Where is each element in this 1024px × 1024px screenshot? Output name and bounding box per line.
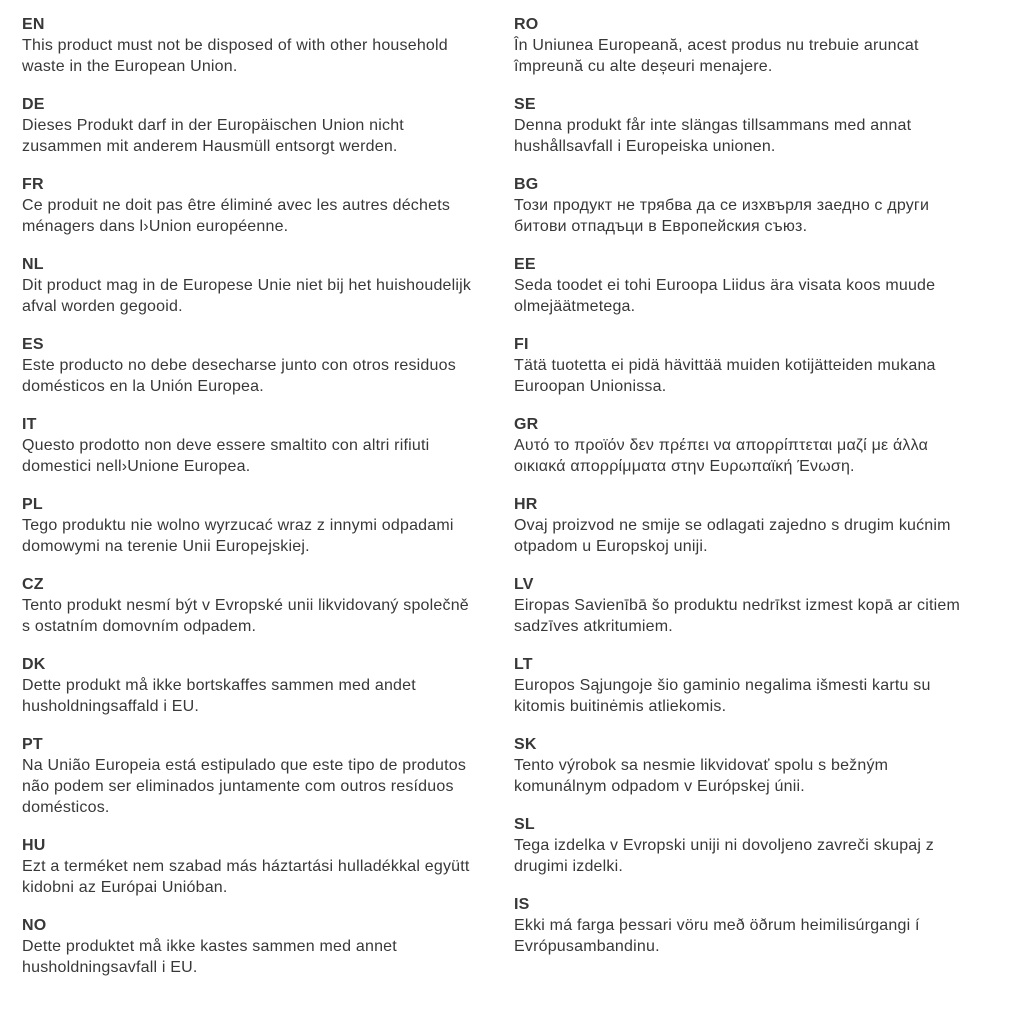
language-code-label: LT: [514, 656, 533, 673]
notice-line: Na União Europeia está estipulado que este tipo de produtos: [22, 757, 467, 774]
language-code-label: ES: [22, 336, 44, 353]
notice-line: kitomis buitinėmis atliekomis.: [514, 698, 727, 715]
language-code-label: PT: [22, 736, 43, 753]
notice-line: Ovaj proizvod ne smije se odlagati zajedno s drugim kućnim: [514, 517, 951, 534]
notice-line: ménagers dans l›Union européenne.: [22, 218, 289, 235]
notice-line: kidobni az Európai Unióban.: [22, 879, 228, 896]
language-notice-block: [514, 494, 1006, 557]
notice-line: În Uniunea Europeană, acest produs nu trebuie aruncat: [514, 37, 919, 54]
notice-line: битови отпадъци в Европейския съюз.: [514, 218, 808, 235]
notice-text: [514, 835, 1006, 877]
notice-text: [22, 35, 514, 77]
notice-line: otpadom u Europskoj uniji.: [514, 538, 708, 555]
notice-text: [22, 435, 514, 477]
notice-line: Evrópusambandinu.: [514, 938, 660, 955]
notice-line: husholdningsavfall i EU.: [22, 959, 198, 976]
notice-line: komunálnym odpadom v Európskej únii.: [514, 778, 805, 795]
language-code-label: SL: [514, 816, 535, 833]
notice-line: Dette produktet må ikke kastes sammen med annet: [22, 938, 397, 955]
notice-text: [514, 755, 1006, 797]
notice-text: [22, 355, 514, 397]
language-notice-block: [22, 174, 514, 237]
language-notice-block: [22, 574, 514, 637]
notice-line: hushållsavfall i Europeiska unionen.: [514, 138, 776, 155]
notice-line: împreună cu alte deșeuri menajere.: [514, 58, 773, 75]
notice-line: Europos Sąjungoje šio gaminio negalima išmesti kartu su: [514, 677, 931, 694]
language-code-label: HR: [514, 496, 538, 513]
language-code-label: RO: [514, 16, 539, 33]
notice-text: [514, 915, 1006, 957]
language-code-label: SK: [514, 736, 537, 753]
notice-text: [22, 195, 514, 237]
language-code-label: GR: [514, 416, 539, 433]
language-notice-block: [514, 334, 1006, 397]
notice-text: [22, 755, 514, 818]
notice-text: [22, 856, 514, 898]
language-notice-block: [514, 734, 1006, 797]
notice-text: [22, 595, 514, 637]
notice-text: [514, 595, 1006, 637]
language-code-label: FR: [22, 176, 44, 193]
language-notice-block: [22, 254, 514, 317]
language-notice-block: [514, 894, 1006, 957]
notice-line: olmejäätmetega.: [514, 298, 636, 315]
notice-line: Αυτό το προϊόν δεν πρέπει να απορρίπτεται μαζί με άλλα: [514, 437, 929, 454]
language-column-right: [514, 14, 1006, 1024]
notice-text: [514, 35, 1006, 77]
notice-text: [514, 115, 1006, 157]
notice-line: Seda toodet ei tohi Euroopa Liidus ära visata koos muude: [514, 277, 936, 294]
language-notice-block: [22, 835, 514, 898]
notice-line: Ezt a terméket nem szabad más háztartási hulladékkal együtt: [22, 858, 470, 875]
language-notice-block: [514, 14, 1006, 77]
notice-line: domésticos en la Unión Europea.: [22, 378, 264, 395]
language-code-label: FI: [514, 336, 529, 353]
notice-text: [514, 355, 1006, 397]
notice-line: Tego produktu nie wolno wyrzucać wraz z innymi odpadami: [22, 517, 454, 534]
language-notice-block: [22, 334, 514, 397]
language-code-label: LV: [514, 576, 534, 593]
language-code-label: PL: [22, 496, 43, 513]
language-code-label: SE: [514, 96, 536, 113]
language-code-label: CZ: [22, 576, 44, 593]
notice-line: domésticos.: [22, 799, 110, 816]
notice-line: drugimi izdelki.: [514, 858, 624, 875]
notice-line: Eiropas Savienībā šo produktu nedrīkst izmest kopā ar citiem: [514, 597, 960, 614]
notice-line: Dit product mag in de Europese Unie niet bij het huishoudelijk: [22, 277, 472, 294]
language-notice-block: [514, 414, 1006, 477]
notice-text: [514, 515, 1006, 557]
language-notice-block: [514, 254, 1006, 317]
language-code-label: NO: [22, 917, 47, 934]
notice-line: Този продукт не трябва да се изхвърля заедно с други: [514, 197, 930, 214]
notice-line: Tätä tuotetta ei pidä hävittää muiden kotijätteiden mukana: [514, 357, 936, 374]
language-notice-block: [22, 494, 514, 557]
notice-text: [22, 936, 514, 978]
notice-line: waste in the European Union.: [22, 58, 238, 75]
language-notice-block: [22, 734, 514, 818]
notice-line: domowymi na terenie Unii Europejskiej.: [22, 538, 310, 555]
language-notice-block: [514, 814, 1006, 877]
language-code-label: BG: [514, 176, 539, 193]
language-notice-block: [22, 414, 514, 477]
notice-line: Ce produit ne doit pas être éliminé avec les autres déchets: [22, 197, 451, 214]
language-code-label: EN: [22, 16, 45, 33]
language-code-label: IS: [514, 896, 530, 913]
language-notice-block: [514, 654, 1006, 717]
notice-line: não podem ser eliminados juntamente com outros resíduos: [22, 778, 454, 795]
notice-text: [22, 515, 514, 557]
notice-line: Dette produkt må ikke bortskaffes sammen med andet: [22, 677, 416, 694]
notice-line: afval worden gegooid.: [22, 298, 183, 315]
language-notice-block: [514, 94, 1006, 157]
notice-line: sadzīves atkritumiem.: [514, 618, 673, 635]
language-code-label: NL: [22, 256, 44, 273]
notice-line: Questo prodotto non deve essere smaltito con altri rifiuti: [22, 437, 430, 454]
notice-line: Tento produkt nesmí být v Evropské unii likvidovaný společně: [22, 597, 469, 614]
language-code-label: EE: [514, 256, 536, 273]
language-notice-block: [22, 915, 514, 978]
language-code-label: DE: [22, 96, 45, 113]
language-code-label: DK: [22, 656, 46, 673]
notice-text: [22, 275, 514, 317]
language-notice-block: [514, 574, 1006, 637]
notice-text: [514, 195, 1006, 237]
notice-line: zusammen mit anderem Hausmüll entsorgt werden.: [22, 138, 398, 155]
notice-line: Ekki má farga þessari vöru með öðrum heimilisúrgangi í: [514, 917, 920, 934]
notice-text: [514, 675, 1006, 717]
language-notice-block: [514, 174, 1006, 237]
notice-line: οικιακά απορρίμματα στην Ευρωπαϊκή Ένωση.: [514, 458, 855, 475]
notice-text: [514, 275, 1006, 317]
language-notice-block: [22, 14, 514, 77]
notice-text: [22, 115, 514, 157]
notice-text: [514, 435, 1006, 477]
notice-line: domestici nell›Unione Europea.: [22, 458, 251, 475]
notice-line: Denna produkt får inte slängas tillsammans med annat: [514, 117, 912, 134]
notice-line: Este producto no debe desecharse junto con otros residuos: [22, 357, 456, 374]
notice-text: [22, 675, 514, 717]
notice-line: Euroopan Unionissa.: [514, 378, 667, 395]
language-column-left: [22, 14, 514, 1024]
notice-line: s ostatním domovním odpadem.: [22, 618, 257, 635]
language-code-label: HU: [22, 837, 46, 854]
notice-line: This product must not be disposed of with other household: [22, 37, 448, 54]
notice-line: Dieses Produkt darf in der Europäischen Union nicht: [22, 117, 404, 134]
notice-line: Tento výrobok sa nesmie likvidovať spolu s bežným: [514, 757, 889, 774]
language-notice-block: [22, 654, 514, 717]
language-notice-block: [22, 94, 514, 157]
notice-line: Tega izdelka v Evropski uniji ni dovoljeno zavreči skupaj z: [514, 837, 935, 854]
language-code-label: IT: [22, 416, 37, 433]
notice-line: husholdningsaffald i EU.: [22, 698, 200, 715]
